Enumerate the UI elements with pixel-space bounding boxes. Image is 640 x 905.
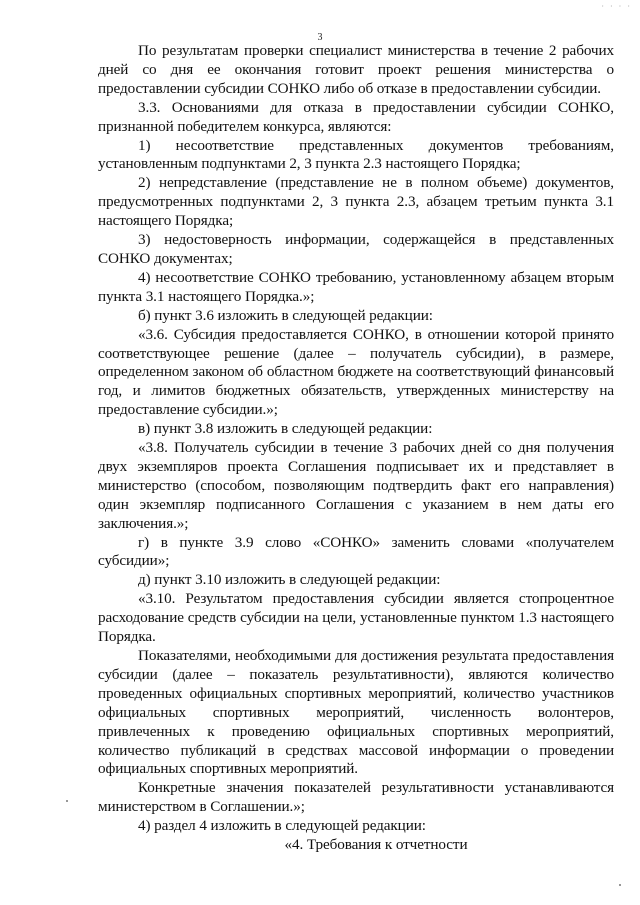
paragraph: 4) несоответствие СОНКО требованию, установленному абзацем вторым пункта 3.1 настоящего Порядка.»; [98, 268, 614, 305]
scan-speck [66, 800, 68, 802]
paragraph: д) пункт 3.10 изложить в следующей редакции: [138, 571, 441, 589]
paragraph: б) пункт 3.6 изложить в следующей редакции: [138, 306, 433, 324]
paragraph: По результатам проверки специалист министерства в течение 2 рабочих дней со дня ее окончания готовит проект решения министерства о предоставлении субсидии СОНКО либо об отказе в предоставлении субсидии. [98, 42, 614, 97]
paragraph: 3) недостоверность информации, содержащейся в представленных СОНКО документах; [98, 231, 614, 267]
scan-artifact: · · · · [601, 2, 632, 11]
page-number: 3 [317, 32, 323, 43]
paragraph: г) в пункте 3.9 слово «СОНКО» заменить словами «получателем субсидии»; [98, 533, 614, 570]
section-heading: «4. Требования к отчетности [284, 836, 468, 854]
paragraph: «3.10. Результатом предоставления субсидии является стопроцентное расходование средств субсидии на цели, установленные пунктом 1.3 настоящего Порядка. [98, 590, 614, 646]
scan-speck [619, 884, 621, 886]
paragraph: Показателями, необходимыми для достижения результата предоставления субсидии (далее – показатель результативности), являются количество проведенных официальных спортивных мероприятий, количество участников официальных спортивных мероприятий, численность волонтеров, привлеченных к проведению официальных спортивных мероприятий, количество публикаций в средствах массовой информации о проведении официальных спортивных мероприятий. [98, 647, 614, 778]
paragraph: «3.6. Субсидия предоставляется СОНКО, в отношении которой принято соответствующее решение (далее – получатель субсидии), в размере, определенном законом об областном бюджете на соответствующий финансовый год, и лимитов бюджетных обязательств, утвержденных министерству на предоставление субсидии.»; [98, 325, 614, 419]
paragraph: Конкретные значения показателей результативности устанавливаются министерством в Соглашении.»; [98, 779, 614, 816]
paragraph: 4) раздел 4 изложить в следующей редакции: [138, 817, 426, 835]
document-body [98, 42, 614, 855]
paragraph: 1) несоответствие представленных документов требованиям, установленным подпунктами 2, 3 пункта 2.3 настоящего Порядка; [98, 136, 614, 173]
paragraph: 2) непредставление (представление не в полном объеме) документов, предусмотренных подпунктами 2, 3 пункта 2.3, абзацем третьим пункта 3.1 настоящего Порядка; [98, 174, 614, 230]
paragraph: в) пункт 3.8 изложить в следующей редакции: [138, 420, 433, 438]
paragraph: «3.8. Получатель субсидии в течение 3 рабочих дней со дня получения двух экземпляров проекта Соглашения подписывает их и представляет в министерство (способом, позволяющим подтвердить факт его направления) один экземпляр подписанного Соглашения с указанием в нем даты его заключения.»; [98, 439, 614, 532]
paragraph: 3.3. Основаниями для отказа в предоставлении субсидии СОНКО, признанной победителем конкурса, являются: [98, 98, 614, 135]
